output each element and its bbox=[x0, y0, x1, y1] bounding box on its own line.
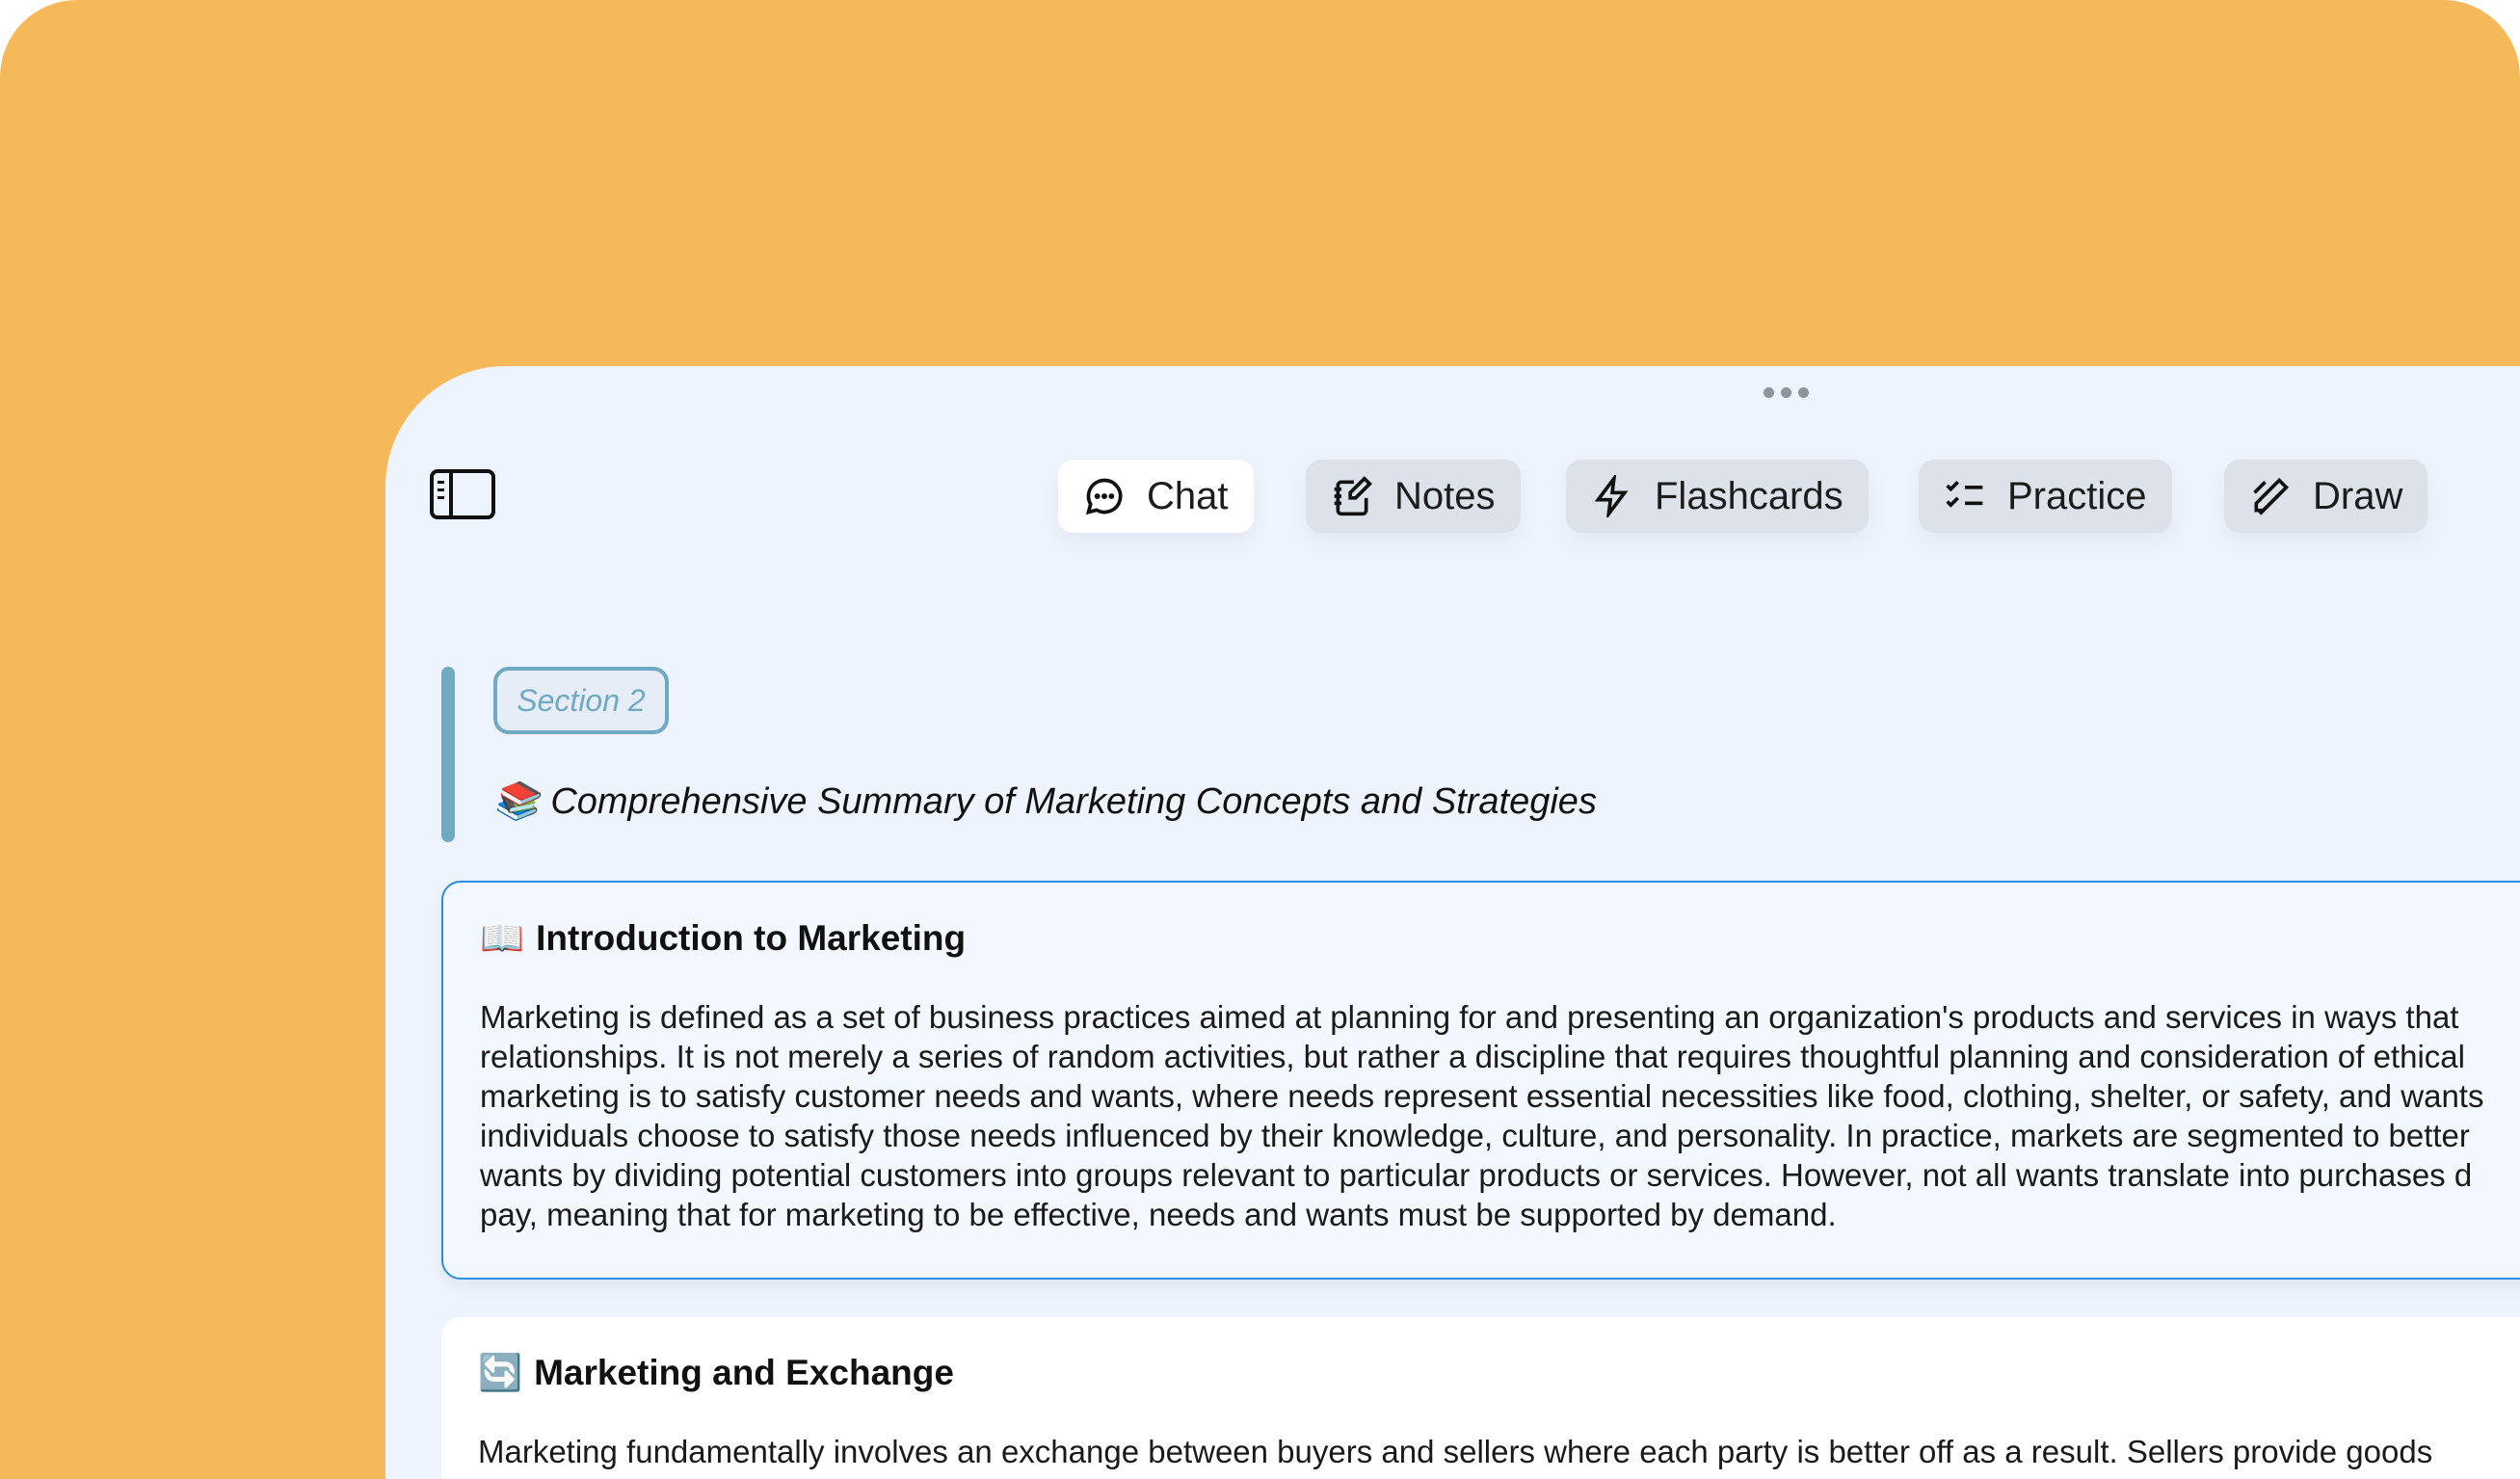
text-line: Marketing fundamentally involves an exchange between buyers and sellers where each party is better off as a result. Sellers provide goods bbox=[478, 1434, 2433, 1469]
window-drag-handle[interactable] bbox=[1764, 387, 1809, 398]
sidebar-toggle-icon[interactable] bbox=[430, 469, 495, 519]
tab-chat[interactable] bbox=[1058, 460, 1254, 533]
note-card-introduction[interactable] bbox=[441, 881, 2520, 1280]
card-heading: Introduction to Marketing bbox=[536, 918, 967, 958]
section-indicator-bar bbox=[441, 667, 455, 842]
card-body bbox=[478, 1432, 2520, 1471]
text-line: wants by dividing potential customers into groups relevant to particular products or services. However, not all wants translate into purchases d bbox=[480, 1157, 2473, 1193]
tab-label: Chat bbox=[1147, 474, 1229, 517]
section-title-text: Comprehensive Summary of Marketing Concepts and Strategies bbox=[550, 780, 1597, 822]
tab-notes[interactable] bbox=[1306, 460, 1521, 533]
text-line: individuals choose to satisfy those needs influenced by their knowledge, culture, and personality. In practice, markets are segmented to better bbox=[480, 1118, 2470, 1153]
card-heading: Marketing and Exchange bbox=[534, 1353, 954, 1392]
section-title bbox=[493, 780, 1597, 823]
tab-flashcards[interactable] bbox=[1566, 460, 1869, 533]
section-badge: Section 2 bbox=[493, 667, 669, 734]
text-line: marketing is to satisfy customer needs and wants, where needs represent essential necessities like food, clothing, shelter, or safety, and wants bbox=[480, 1078, 2484, 1114]
books-icon: 📚 bbox=[493, 781, 540, 822]
text-line: pay, meaning that for marketing to be effective, needs and wants must be supported by demand. bbox=[480, 1197, 1837, 1232]
lightning-icon bbox=[1591, 475, 1633, 517]
chat-bubble-icon bbox=[1083, 475, 1126, 517]
text-line: Marketing is defined as a set of business practices aimed at planning for and presenting an organization's products and services in ways that bbox=[480, 999, 2459, 1035]
checklist-icon bbox=[1944, 475, 1986, 517]
text-line: relationships. It is not merely a series of random activities, but rather a discipline that requires thoughtful planning and consideration of ethical bbox=[480, 1039, 2465, 1074]
tab-label: Practice bbox=[2007, 474, 2147, 517]
tab-label: Flashcards bbox=[1655, 474, 1844, 517]
notebook-pen-icon bbox=[1331, 475, 1373, 517]
app-window bbox=[385, 366, 2520, 1479]
refresh-icon: 🔄 bbox=[478, 1353, 523, 1392]
tab-label: Notes bbox=[1394, 474, 1496, 517]
tab-label: Draw bbox=[2313, 474, 2403, 517]
open-book-icon: 📖 bbox=[480, 918, 525, 958]
pencil-icon bbox=[2249, 475, 2292, 517]
note-card-exchange[interactable] bbox=[441, 1317, 2520, 1479]
tab-draw[interactable] bbox=[2224, 460, 2427, 533]
tab-practice[interactable] bbox=[1919, 460, 2172, 533]
card-body bbox=[480, 997, 2520, 1234]
